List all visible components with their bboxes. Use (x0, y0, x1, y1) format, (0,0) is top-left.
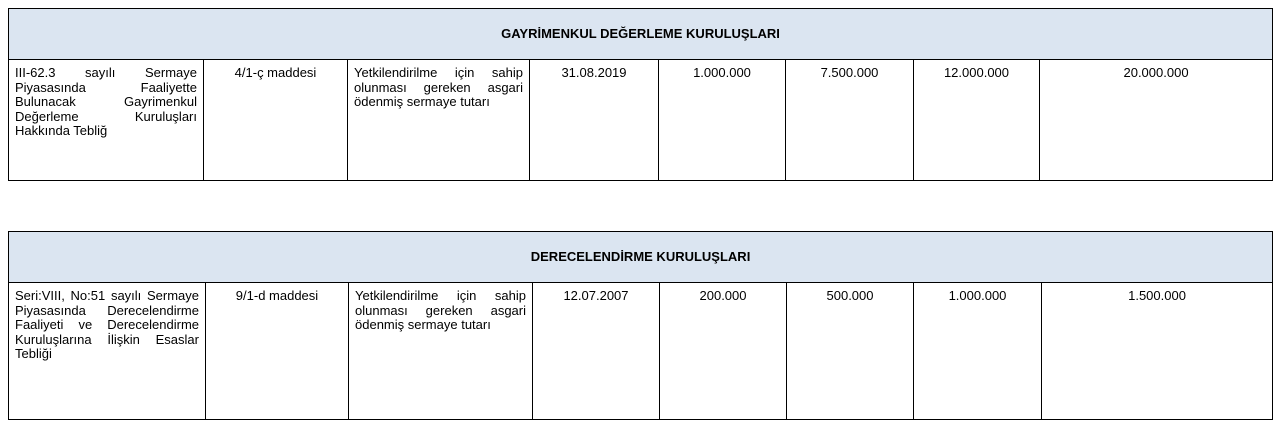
description-cell: Yetkilendirilme için sahip olunması gereken asgari ödenmiş sermaye tutarı (348, 60, 530, 181)
amount-cell: 500.000 (787, 283, 914, 420)
real-estate-appraisal-table (8, 8, 1273, 181)
table-row (9, 283, 1273, 420)
regulation-cell: Seri:VIII, No:51 sayılı Sermaye Piyasasında Derecelendirme Faaliyeti ve Derecelendirme Kuruluşlarına İlişkin Esaslar Tebliği (9, 283, 206, 420)
section-header-row (9, 232, 1273, 283)
section-header-row (9, 9, 1273, 60)
amount-cell: 200.000 (660, 283, 787, 420)
regulation-cell: III-62.3 sayılı Sermaye Piyasasında Faaliyette Bulunacak Gayrimenkul Değerleme Kuruluşları Hakkında Tebliğ (9, 60, 204, 181)
date-cell: 12.07.2007 (533, 283, 660, 420)
amount-cell: 1.000.000 (914, 283, 1042, 420)
table-row (9, 60, 1273, 181)
amount-cell: 1.000.000 (659, 60, 786, 181)
article-cell: 9/1-d maddesi (206, 283, 349, 420)
rating-agencies-table (8, 231, 1273, 420)
amount-cell: 7.500.000 (786, 60, 914, 181)
description-cell: Yetkilendirilme için sahip olunması gereken asgari ödenmiş sermaye tutarı (349, 283, 533, 420)
amount-cell: 20.000.000 (1040, 60, 1273, 181)
section-title: DERECELENDİRME KURULUŞLARI (9, 232, 1273, 283)
article-cell: 4/1-ç maddesi (204, 60, 348, 181)
amount-cell: 1.500.000 (1042, 283, 1273, 420)
amount-cell: 12.000.000 (914, 60, 1040, 181)
date-cell: 31.08.2019 (530, 60, 659, 181)
section-title: GAYRİMENKUL DEĞERLEME KURULUŞLARI (9, 9, 1273, 60)
